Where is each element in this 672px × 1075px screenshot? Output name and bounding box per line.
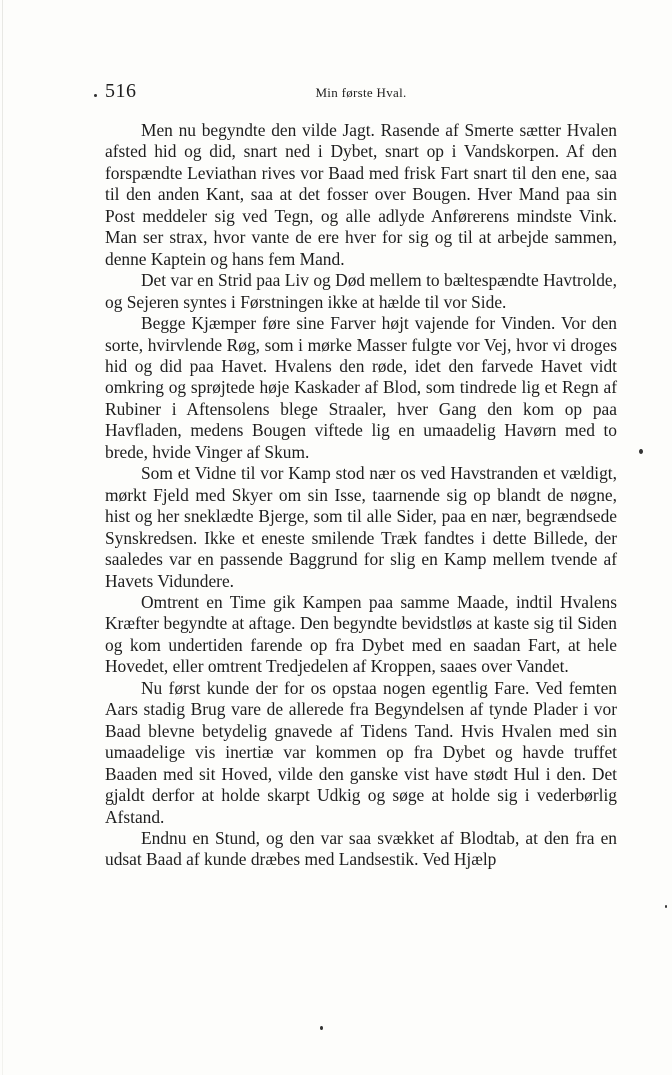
paragraph: Omtrent en Time gik Kampen paa samme Maade, indtil Hvalens Kræfter begyndte at aftage. Den begyndte bevidstløs at kaste sig til Siden og kom undertiden farende op fra Dybet med en saadan Fart, at hele Hovedet, eller omtrent Tredjedelen af Kroppen, saaes over Vandet. (105, 591, 617, 677)
paragraph: Men nu begyndte den vilde Jagt. Rasende af Smerte sætter Hvalen afsted hid og did, snart ned i Dybet, snart op i Vandskorpen. Af den forspændte Leviathan rives vor Baad med frisk Fart snart til den ene, saa til den anden Kant, saa at det fosser over Bougen. Hver Mand paa sin Post meddeler sig ved Tegn, og alle adlyde Anførerens mindste Vink. Man ser strax, hvor vante de ere hver for sig og til at arbejde sammen, denne Kaptein og hans fem Mand. (105, 120, 617, 269)
page-number: 516 (105, 80, 137, 102)
paragraph: Som et Vidne til vor Kamp stod nær os ved Havstranden et vældigt, mørkt Fjeld med Skyer om sin Isse, taarnende sig op blandt de nøgne, hist og her sneklædte Bjerge, som til alle Sider, paa en nær, begrændsede Synskredsen. Ikke et eneste smilende Træk fandtes i dette Billede, der saaledes var en passende Baggrund for slig en Kamp mellem tvende af Havets Vidundere. (105, 463, 617, 591)
ink-speck (320, 1026, 323, 1030)
paragraph: Nu først kunde der for os opstaa nogen egentlig Fare. Ved femten Aars stadig Brug vare de allerede fra Begyndelsen af tynde Plader i vor Baad blevne betydelig gnavede af Tidens Tand. Hvis Hvalen med sin umaadelige vis inertiæ var kommen op fra Dybet og havde truffet Baaden med sit Hoved, vilde den ganske vist have stødt Hul i den. Det gjaldt derfor at holde skarpt Udkig og søge at holde sig i vederbørlig Afstand. (105, 677, 617, 827)
ink-speck (639, 449, 643, 454)
paragraph: Begge Kjæmper føre sine Farver højt vajende for Vinden. Vor den sorte, hvirvlende Røg, som i mørke Masser fulgte vor Vej, hvor vi droges hid og did paa Havet. Hvalens den røde, idet den farvede Havet vidt omkring og sprøjtede høje Kaskader af Blod, som tindrede lig et Regn af Rubiner i Aftensolens blege Straaler, hver Gang den kom op paa Havfladen, medens Bougen viftede lig en umaadelig Havørn med to brede, hvide Vinger af Skum. (105, 313, 617, 462)
page-header (105, 80, 617, 106)
page-edge-shadow (2, 0, 3, 1075)
body-text (105, 120, 617, 871)
ink-speck (94, 94, 97, 97)
paragraph: Det var en Strid paa Liv og Død mellem to bæltespændte Havtrolde, og Sejeren syntes i Førstningen ikke at hælde til vor Side. (105, 270, 617, 312)
ink-speck (665, 905, 667, 908)
paragraph: Endnu en Stund, og den var saa svækket af Blodtab, at den fra en udsat Baad af kunde dræbes med Landsestik. Ved Hjælp (105, 827, 617, 870)
running-title: Min første Hval. (315, 85, 407, 100)
